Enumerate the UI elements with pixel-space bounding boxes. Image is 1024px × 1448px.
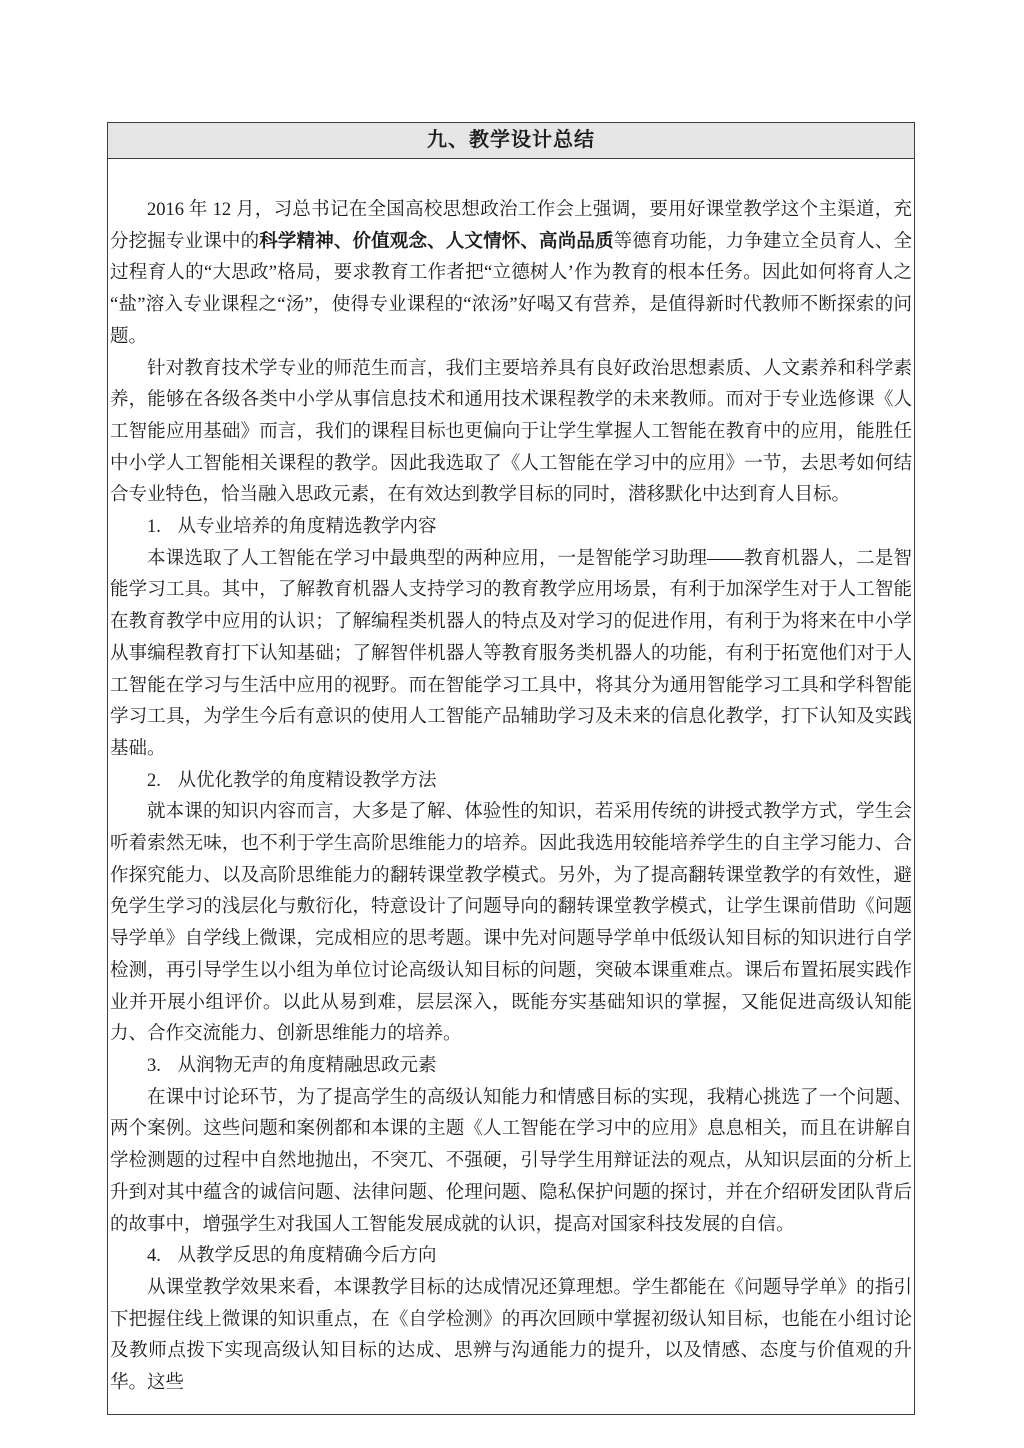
body-paragraph [110, 1083, 912, 1242]
section-heading [110, 1241, 912, 1273]
paragraph-text: 从课堂教学效果来看，本课教学目标的达成情况还算理想。学生都能在《问题导学单》的指引下把握住线上微课的知识重点，在《自学检测》的再次回顾中掌握初级认知目标，也能在小组讨论及教师点拨下实现高级认知目标的达成、思辨与沟通能力的提升，以及情感、态度与价值观的升华。这些 [110, 1277, 912, 1394]
body-paragraph [110, 195, 912, 354]
heading-number: 1. [147, 517, 161, 538]
section-heading [110, 766, 912, 798]
section-heading [110, 512, 912, 544]
emphasis-text: 科学精神、价值观念、人文情怀、高尚品质 [259, 231, 614, 252]
heading-text: 从教学反思的角度精确今后方向 [177, 1246, 437, 1267]
paragraph-text: 2016 年 12 月，习总书记在全国高校思想政治工作会上强调，要用好课堂教学这个主渠道，充分挖掘专业课中的 [110, 200, 912, 252]
body-paragraph [110, 797, 912, 1051]
table-header-row [108, 123, 914, 159]
heading-number: 2. [147, 770, 161, 791]
heading-text: 从优化教学的角度精设教学方法 [177, 770, 437, 791]
paragraph-text: 就本课的知识内容而言，大多是了解、体验性的知识，若采用传统的讲授式教学方式，学生会听着索然无味，也不利于学生高阶思维能力的培养。因此我选用较能培养学生的自主学习能力、合作探究能力、以及高阶思维能力的翻转课堂教学模式。另外，为了提高翻转课堂教学的有效性，避免学生学习的浅层化与敷衍化，特意设计了问题导向的翻转课堂教学模式，让学生课前借助《问题导学单》自学线上微课，完成相应的思考题。课中先对问题导学单中低级认知目标的知识进行自学检测，再引导学生以小组为单位讨论高级认知目标的问题，突破本课重难点。课后布置拓展实践作业并开展小组评价。以此从易到难，层层深入，既能夯实基础知识的掌握，又能促进高级认知能力、合作交流能力、创新思维能力的培养。 [110, 802, 912, 1045]
body-paragraph [110, 354, 912, 513]
section-title: 九、教学设计总结 [427, 129, 595, 151]
table-body-cell [108, 159, 914, 1414]
paragraph-text: 等德育功能，力争建立全员育人、全过程育人的“大思政”格局，要求教育工作者把“立德树人’作为教育的根本任务。因此如何将育人之“盐”溶入专业课程之“汤”，使得专业课程的“浓汤”好喝又有营养，是值得新时代教师不断探索的问题。 [110, 231, 912, 347]
paragraph-text: 针对教育技术学专业的师范生而言，我们主要培养具有良好政治思想素质、人文素养和科学素养，能够在各级各类中小学从事信息技术和通用技术课程教学的未来教师。而对于专业选修课《人工智能应用基础》而言，我们的课程目标也更偏向于让学生掌握人工智能在教育中的应用，能胜任中小学人工智能相关课程的教学。因此我选取了《人工智能在学习中的应用》一节，去思考如何结合专业特色，恰当融入思政元素，在有效达到教学目标的同时，潜移默化中达到育人目标。 [110, 358, 912, 506]
heading-number: 3. [147, 1055, 161, 1076]
body-paragraph [110, 1273, 912, 1400]
section-heading [110, 1051, 912, 1083]
heading-text: 从润物无声的角度精融思政元素 [177, 1055, 437, 1076]
body-paragraph [110, 544, 912, 766]
paragraph-text: 在课中讨论环节，为了提高学生的高级认知能力和情感目标的实现，我精心挑选了一个问题、两个案例。这些问题和案例都和本课的主题《人工智能在学习中的应用》息息相关，而且在讲解自学检测题的过程中自然地抛出，不突兀、不强硬，引导学生用辩证法的观点，从知识层面的分析上升到对其中蕴含的诚信问题、法律问题、伦理问题、隐私保护问题的探讨，并在介绍研发团队背后的故事中，增强学生对我国人工智能发展成就的认识，提高对国家科技发展的自信。 [110, 1087, 912, 1235]
heading-number: 4. [147, 1246, 161, 1267]
heading-text: 从专业培养的角度精选教学内容 [177, 517, 437, 538]
summary-table [107, 122, 915, 1415]
paragraph-text: 本课选取了人工智能在学习中最典型的两种应用，一是智能学习助理——教育机器人，二是智能学习工具。其中，了解教育机器人支持学习的教育教学应用场景，有利于加深学生对于人工智能在教育教学中应用的认识；了解编程类机器人的特点及对学习的促进作用，有利于为将来在中小学从事编程教育打下认知基础；了解智伴机器人等教育服务类机器人的功能，有利于拓宽他们对于人工智能在学习与生活中应用的视野。而在智能学习工具中，将其分为通用智能学习工具和学科智能学习工具，为学生今后有意识的使用人工智能产品辅助学习及未来的信息化教学，打下认知及实践基础。 [110, 548, 912, 759]
